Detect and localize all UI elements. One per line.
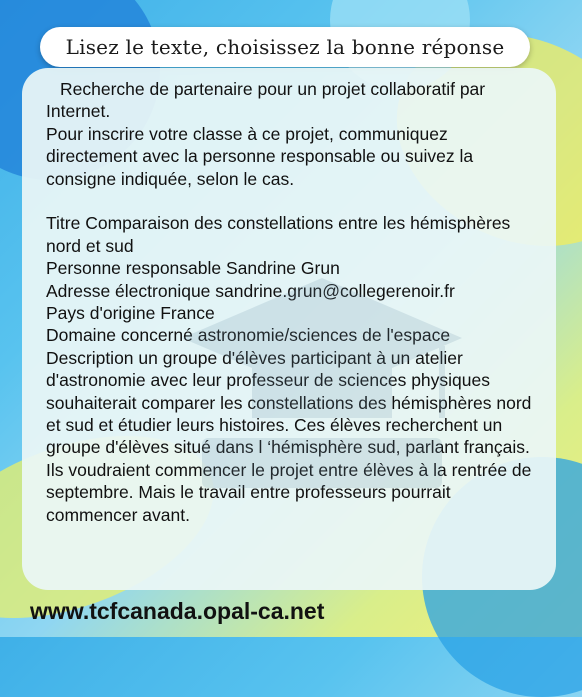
footer-website-url: www.tcfcanada.opal-ca.net xyxy=(30,598,325,624)
intro-paragraph-2: Pour inscrire votre classe à ce projet, communiquez directement avec la personne responsable ou suivez la consigne indiquée, selon le cas. xyxy=(46,123,474,189)
field-adresse: Adresse électronique sandrine.grun@collegerenoir.fr xyxy=(46,280,455,301)
instruction-banner xyxy=(40,27,530,67)
text-card xyxy=(22,68,556,590)
spacer xyxy=(46,190,538,212)
field-description: Description un groupe d'élèves participant à un atelier d'astronomie avec leur professeur de sciences physiques souhaiterait comparer les constellations des hémisphères nord et sud et étudier leurs histoires. Ces élèves recherchent un groupe d'élèves situé dans l ‘hémisphère sud, parlant français. Ils voudraient commencer le projet entre élèves à la rentrée de septembre. Mais le travail entre professeurs pourrait commencer avant. xyxy=(46,347,532,525)
field-pays: Pays d'origine France xyxy=(46,303,215,324)
field-personne: Personne responsable Sandrine Grun xyxy=(46,258,340,279)
instruction-title: Lisez le texte, choisissez la bonne réponse xyxy=(65,35,505,59)
field-domaine: Domaine concerné astronomie/sciences de l'espace xyxy=(46,325,451,346)
field-titre: Titre Comparaison des constellations entre les hémisphères nord et sud xyxy=(46,213,511,256)
intro-paragraph-1: Recherche de partenaire pour un projet collaboratif par Internet. xyxy=(46,79,486,122)
